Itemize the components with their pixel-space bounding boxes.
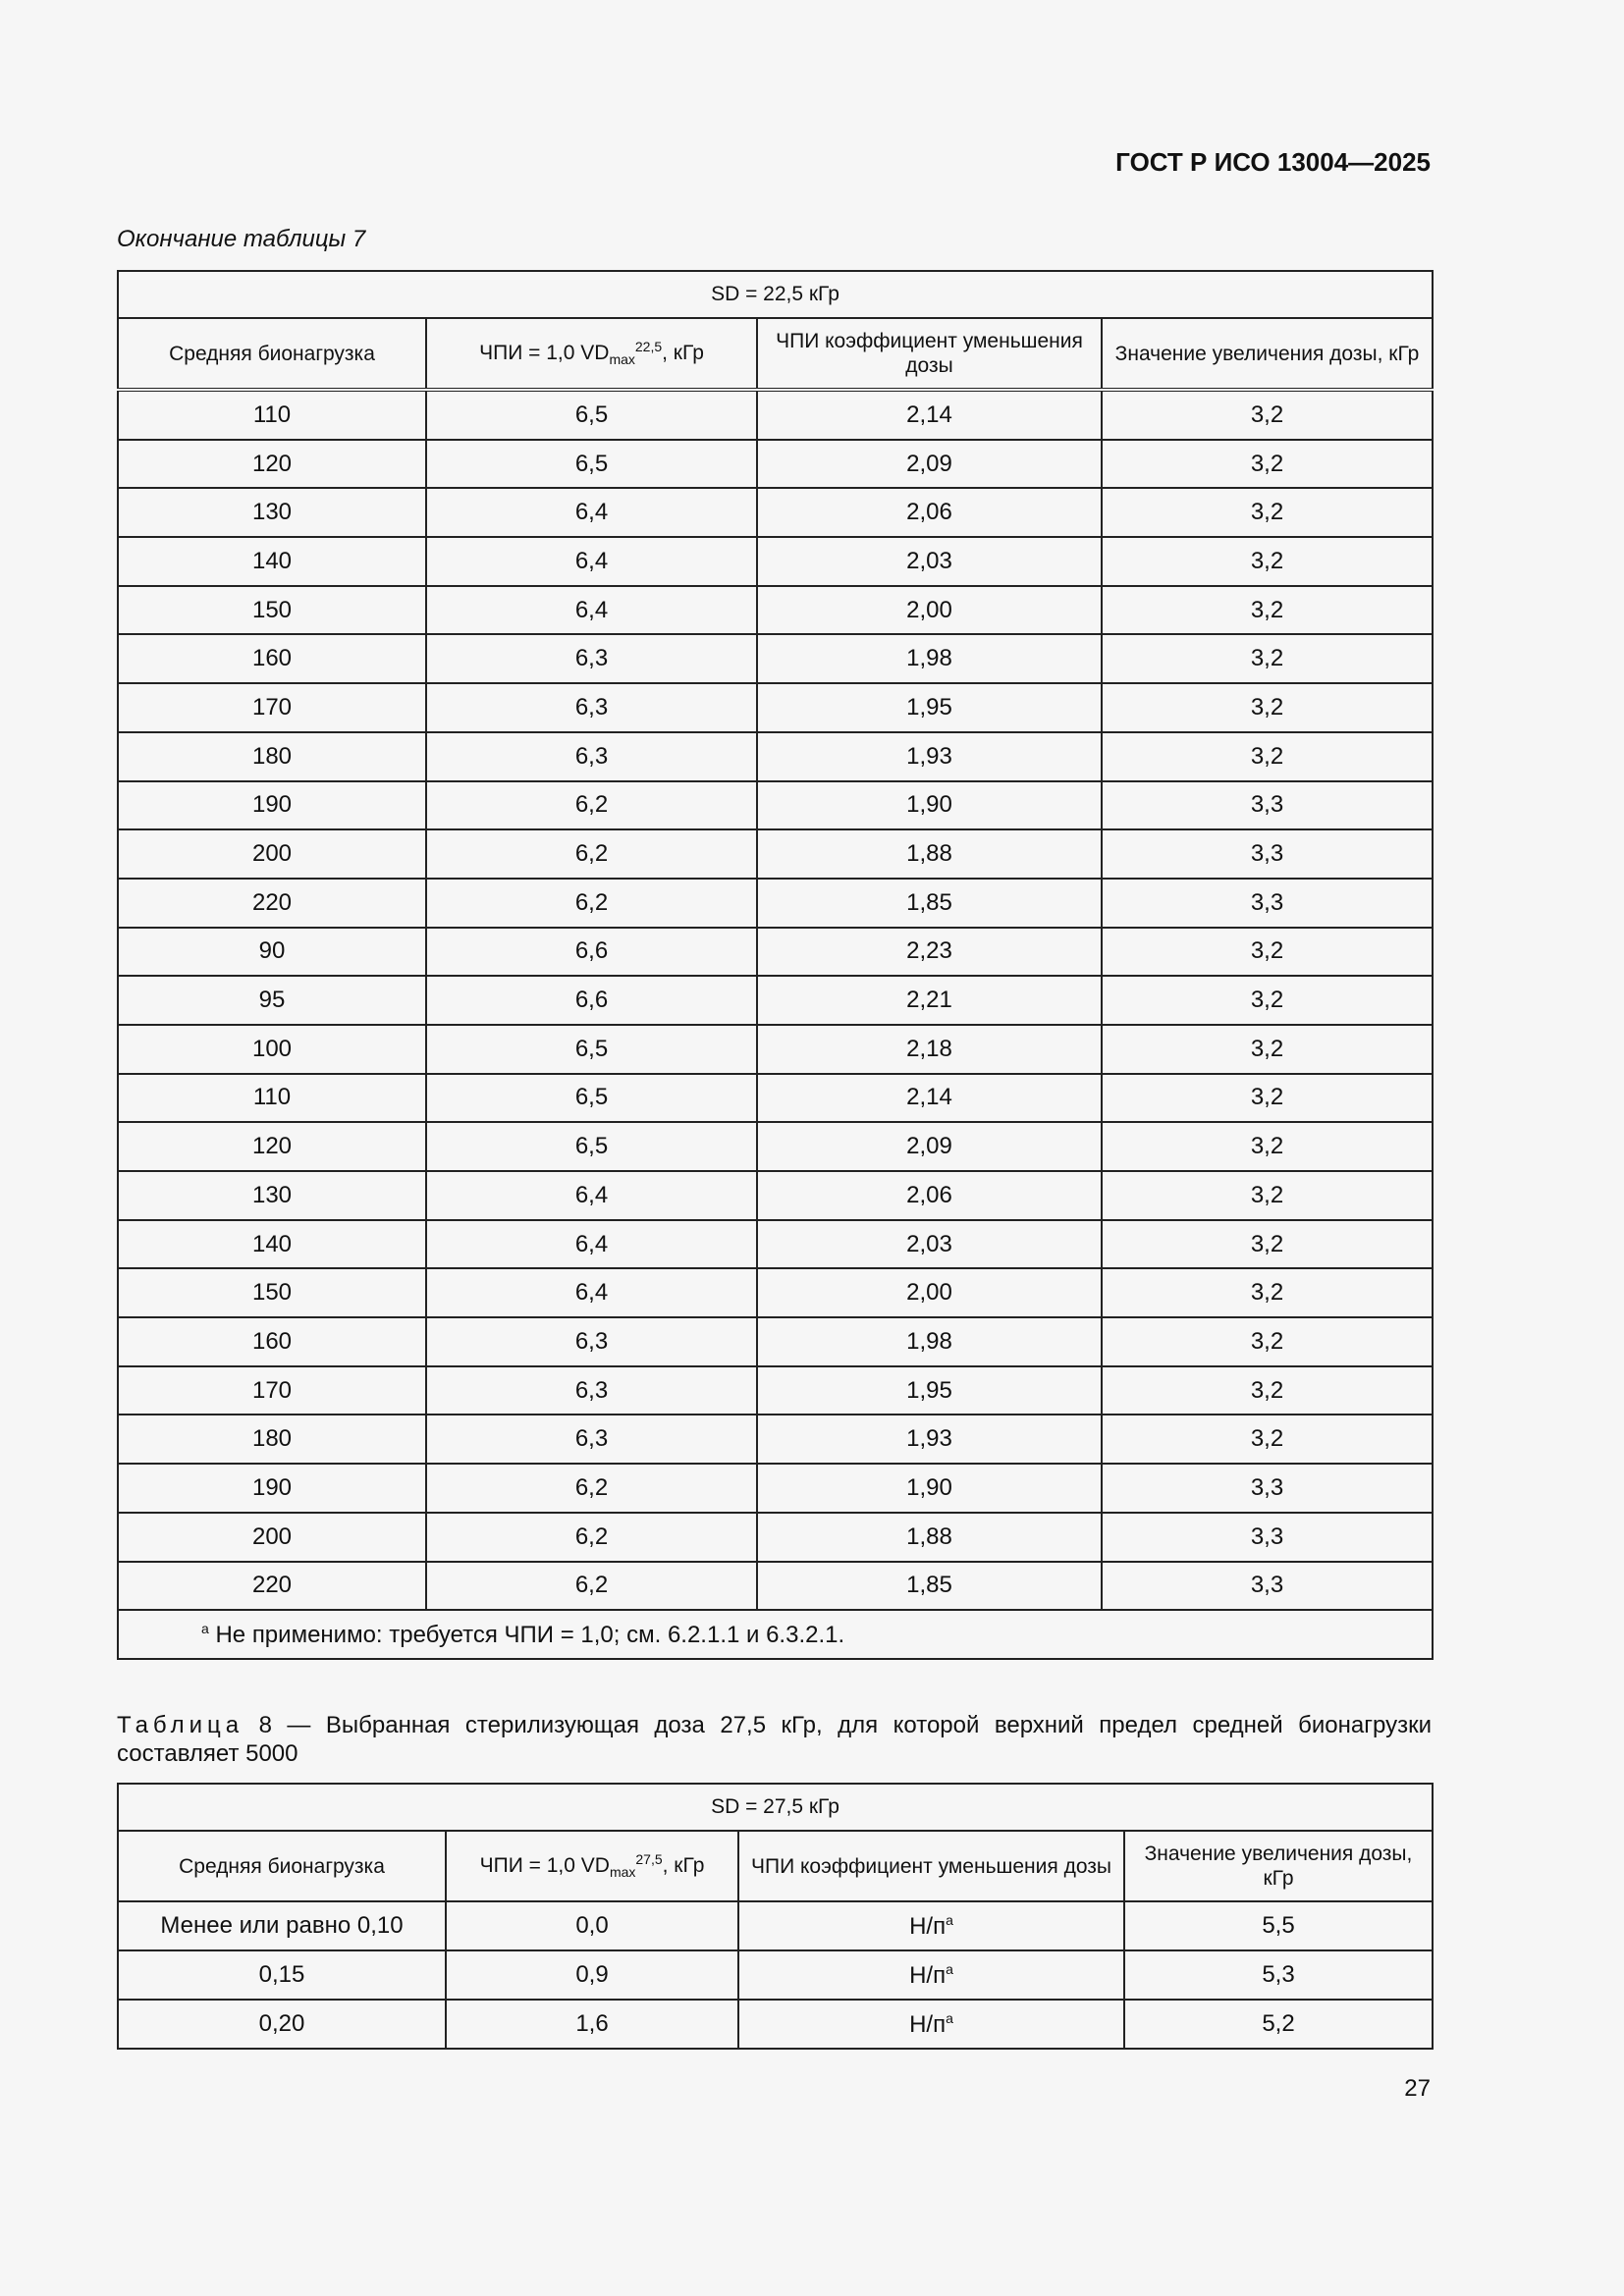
table-row	[118, 390, 1433, 440]
cell-spi: 6,3	[426, 732, 757, 781]
cell-bioburden: 140	[118, 537, 426, 586]
cell-increase: 3,2	[1102, 537, 1433, 586]
sd-label: SD = 22,5 кГр	[118, 271, 1433, 318]
table-row	[118, 1901, 1433, 1950]
cell-factor: $Н/п^a$	[738, 1901, 1124, 1950]
cell-spi: 6,2	[426, 1513, 757, 1562]
document-code: ГОСТ Р ИСО 13004—2025	[1115, 147, 1431, 177]
table-row	[118, 1464, 1433, 1513]
cell-bioburden: 180	[118, 1415, 426, 1464]
column-header-factor: ЧПИ коэффициент уменьшения дозы	[757, 318, 1102, 390]
cell-increase: 3,2	[1102, 1122, 1433, 1171]
cell-increase: 3,3	[1102, 1562, 1433, 1611]
cell-factor: 2,06	[757, 488, 1102, 537]
column-header-spi: ЧПИ = 1,0 $VD_{max}^{22,5}$, кГр	[426, 318, 757, 390]
cell-spi: 6,6	[426, 928, 757, 977]
cell-bioburden: 200	[118, 829, 426, 879]
cell-spi: 6,3	[426, 683, 757, 732]
cell-increase: 3,2	[1102, 488, 1433, 537]
table-row	[118, 1025, 1433, 1074]
table-7-caption: Окончание таблицы 7	[117, 226, 366, 252]
cell-increase: 5,2	[1124, 2000, 1433, 2049]
cell-increase: 3,2	[1102, 1025, 1433, 1074]
cell-bioburden: 100	[118, 1025, 426, 1074]
cell-bioburden: 120	[118, 1122, 426, 1171]
cell-bioburden: 180	[118, 732, 426, 781]
cell-spi: 6,4	[426, 537, 757, 586]
cell-increase: 3,2	[1102, 1220, 1433, 1269]
table-row	[118, 2000, 1433, 2049]
cell-spi: 6,2	[426, 1562, 757, 1611]
cell-spi: 6,3	[426, 1317, 757, 1366]
cell-spi: 0,0	[446, 1901, 738, 1950]
cell-spi: 6,3	[426, 634, 757, 683]
column-header-increase: Значение увеличения дозы, кГр	[1124, 1831, 1433, 1901]
table-row	[118, 1122, 1433, 1171]
cell-factor: 1,88	[757, 1513, 1102, 1562]
cell-factor: 2,21	[757, 976, 1102, 1025]
cell-bioburden: 0,15	[118, 1950, 446, 2000]
cell-spi: 6,2	[426, 1464, 757, 1513]
cell-factor: $Н/п^a$	[738, 1950, 1124, 2000]
cell-factor: 2,09	[757, 440, 1102, 489]
table-8-title: Таблица 8 — Выбранная стерилизующая доза 27,5 кГр, для которой верхний предел средней бионагрузки составляет 5000	[117, 1712, 1432, 1767]
cell-spi: 6,4	[426, 586, 757, 635]
cell-bioburden: 170	[118, 683, 426, 732]
cell-bioburden: Менее или равно 0,10	[118, 1901, 446, 1950]
cell-factor: 2,18	[757, 1025, 1102, 1074]
cell-spi: 6,5	[426, 440, 757, 489]
cell-bioburden: 130	[118, 488, 426, 537]
column-header-factor: ЧПИ коэффициент уменьшения дозы	[738, 1831, 1124, 1901]
cell-increase: 5,3	[1124, 1950, 1433, 2000]
cell-spi: 6,4	[426, 488, 757, 537]
table-row	[118, 683, 1433, 732]
sd-label: SD = 27,5 кГр	[118, 1784, 1433, 1831]
cell-increase: 3,2	[1102, 1171, 1433, 1220]
cell-bioburden: 95	[118, 976, 426, 1025]
cell-factor: 2,14	[757, 1074, 1102, 1123]
cell-increase: 3,2	[1102, 1366, 1433, 1415]
table-row	[118, 1074, 1433, 1123]
table-row	[118, 634, 1433, 683]
cell-spi: 0,9	[446, 1950, 738, 2000]
table-row	[118, 488, 1433, 537]
cell-increase: 3,2	[1102, 634, 1433, 683]
cell-bioburden: 140	[118, 1220, 426, 1269]
footnote-mark: a	[946, 1911, 953, 1928]
cell-increase: 3,3	[1102, 1513, 1433, 1562]
column-header-bioburden: Средняя бионагрузка	[118, 1831, 446, 1901]
table-row	[118, 928, 1433, 977]
cell-spi: 6,5	[426, 1074, 757, 1123]
cell-spi: 6,4	[426, 1268, 757, 1317]
cell-bioburden: 170	[118, 1366, 426, 1415]
cell-factor: 1,98	[757, 634, 1102, 683]
table-row	[118, 1171, 1433, 1220]
table-row	[118, 879, 1433, 928]
cell-factor: 2,03	[757, 1220, 1102, 1269]
table-row	[118, 1366, 1433, 1415]
cell-spi: 6,6	[426, 976, 757, 1025]
cell-spi: 6,5	[426, 1025, 757, 1074]
cell-bioburden: 160	[118, 634, 426, 683]
table-row	[118, 1950, 1433, 2000]
cell-bioburden: 220	[118, 1562, 426, 1611]
cell-factor: 1,85	[757, 879, 1102, 928]
cell-factor: 2,00	[757, 586, 1102, 635]
table-row	[118, 781, 1433, 830]
page-number: 27	[1404, 2075, 1431, 2102]
table-row	[118, 1513, 1433, 1562]
cell-increase: 3,2	[1102, 976, 1433, 1025]
cell-factor: 1,90	[757, 1464, 1102, 1513]
cell-factor: 1,85	[757, 1562, 1102, 1611]
cell-bioburden: 120	[118, 440, 426, 489]
cell-factor: 2,06	[757, 1171, 1102, 1220]
cell-bioburden: 220	[118, 879, 426, 928]
cell-factor: 2,23	[757, 928, 1102, 977]
cell-bioburden: 200	[118, 1513, 426, 1562]
table-row	[118, 1220, 1433, 1269]
cell-increase: 3,2	[1102, 683, 1433, 732]
cell-factor: 1,98	[757, 1317, 1102, 1366]
cell-spi: 6,4	[426, 1220, 757, 1269]
cell-factor: 1,95	[757, 683, 1102, 732]
cell-bioburden: 150	[118, 586, 426, 635]
cell-bioburden: 90	[118, 928, 426, 977]
footnote-mark: a	[946, 1960, 953, 1977]
cell-increase: 3,3	[1102, 781, 1433, 830]
cell-spi: 6,3	[426, 1415, 757, 1464]
cell-factor: 2,09	[757, 1122, 1102, 1171]
cell-increase: 3,2	[1102, 1074, 1433, 1123]
table-row	[118, 1268, 1433, 1317]
cell-spi: 6,2	[426, 781, 757, 830]
table-row	[118, 976, 1433, 1025]
cell-factor: 1,88	[757, 829, 1102, 879]
table-8	[117, 1783, 1434, 2050]
cell-bioburden: 190	[118, 781, 426, 830]
cell-increase: 3,2	[1102, 928, 1433, 977]
cell-increase: 3,2	[1102, 390, 1433, 440]
cell-spi: 6,2	[426, 879, 757, 928]
cell-spi: 6,3	[426, 1366, 757, 1415]
cell-factor: 1,95	[757, 1366, 1102, 1415]
table-row	[118, 732, 1433, 781]
cell-increase: 3,2	[1102, 1268, 1433, 1317]
footnote-mark: a	[946, 2009, 953, 2026]
cell-factor: 2,00	[757, 1268, 1102, 1317]
cell-increase: 3,2	[1102, 1317, 1433, 1366]
cell-factor: 1,90	[757, 781, 1102, 830]
cell-factor: 2,14	[757, 390, 1102, 440]
cell-increase: 5,5	[1124, 1901, 1433, 1950]
cell-spi: 6,5	[426, 1122, 757, 1171]
column-header-bioburden: Средняя бионагрузка	[118, 318, 426, 390]
cell-increase: 3,3	[1102, 829, 1433, 879]
cell-increase: 3,2	[1102, 586, 1433, 635]
cell-bioburden: 150	[118, 1268, 426, 1317]
table-footnote: $^a$ Не применимо: требуется ЧПИ = 1,0; см. 6.2.1.1 и 6.3.2.1.	[118, 1610, 1433, 1659]
cell-bioburden: 110	[118, 1074, 426, 1123]
cell-bioburden: 190	[118, 1464, 426, 1513]
cell-spi: 1,6	[446, 2000, 738, 2049]
table-row	[118, 537, 1433, 586]
cell-increase: 3,2	[1102, 440, 1433, 489]
cell-increase: 3,3	[1102, 879, 1433, 928]
cell-increase: 3,2	[1102, 732, 1433, 781]
table-7	[117, 270, 1434, 1660]
cell-increase: 3,2	[1102, 1415, 1433, 1464]
column-header-increase: Значение увеличения дозы, кГр	[1102, 318, 1433, 390]
column-header-spi: ЧПИ = 1,0 $VD_{max}^{27,5}$, кГр	[446, 1831, 738, 1901]
table-row	[118, 829, 1433, 879]
cell-spi: 6,4	[426, 1171, 757, 1220]
cell-increase: 3,3	[1102, 1464, 1433, 1513]
cell-factor: 1,93	[757, 1415, 1102, 1464]
cell-bioburden: 0,20	[118, 2000, 446, 2049]
cell-factor: $Н/п^a$	[738, 2000, 1124, 2049]
table-row	[118, 1562, 1433, 1611]
cell-factor: 2,03	[757, 537, 1102, 586]
cell-bioburden: 110	[118, 390, 426, 440]
table-row	[118, 440, 1433, 489]
cell-spi: 6,2	[426, 829, 757, 879]
table-row	[118, 1317, 1433, 1366]
cell-bioburden: 160	[118, 1317, 426, 1366]
cell-bioburden: 130	[118, 1171, 426, 1220]
table-row	[118, 586, 1433, 635]
cell-factor: 1,93	[757, 732, 1102, 781]
cell-spi: 6,5	[426, 390, 757, 440]
table-row	[118, 1415, 1433, 1464]
